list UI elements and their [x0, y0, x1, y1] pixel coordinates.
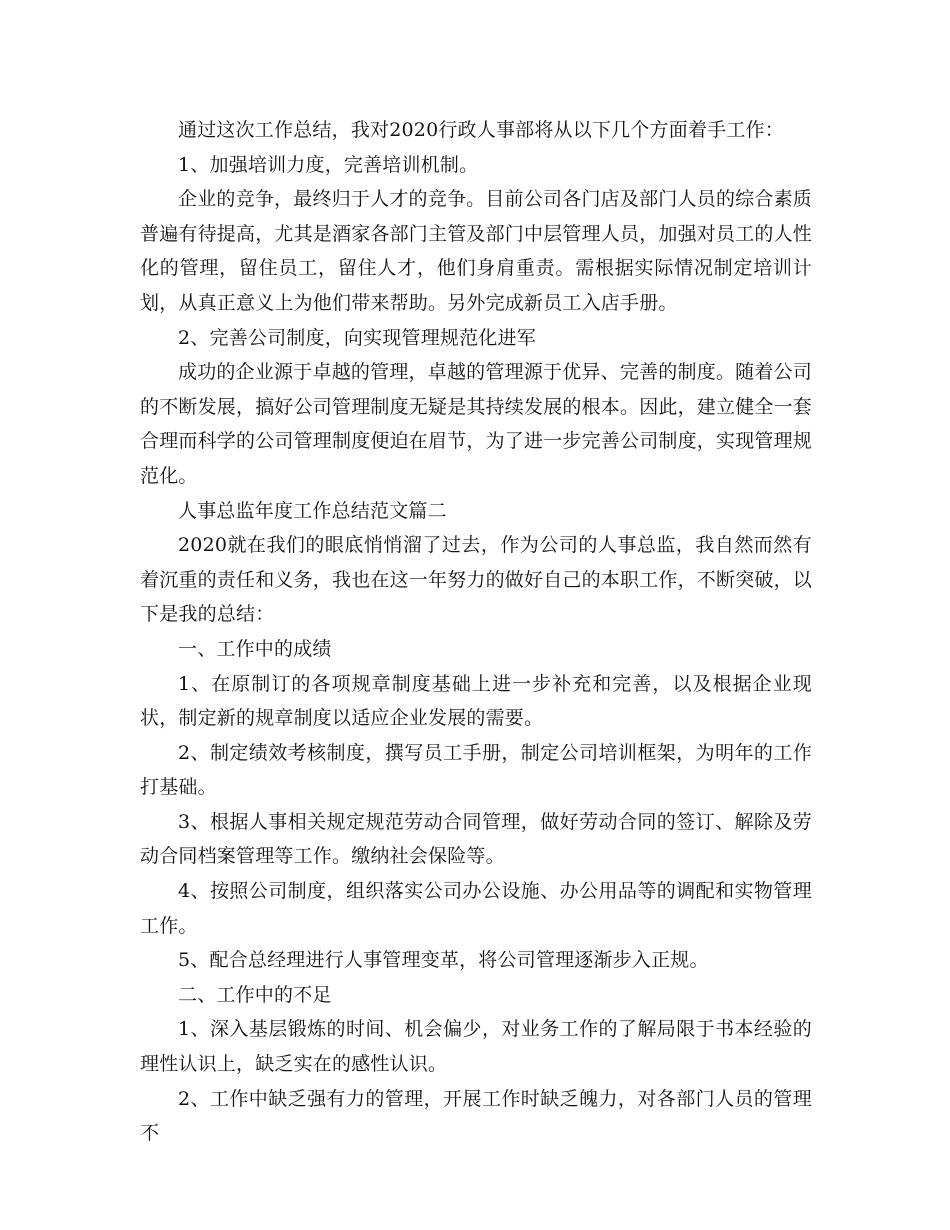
achievement-item-3: 3、根据人事相关规定规范劳动合同管理，做好劳动合同的签订、解除及劳动合同档案管理等工作。缴纳社会保险等。 [140, 810, 812, 868]
document-body [140, 113, 812, 1151]
paragraph-summary-intro: 2020就在我们的眼底悄悄溜了过去，作为公司的人事总监，我自然而然有着沉重的责任和义务，我也在这一年努力的做好自己的本职工作，不断突破，以下是我的总结： [140, 534, 813, 626]
heading-shortcomings: 二、工作中的不足 [178, 983, 332, 1006]
achievement-item-1: 1、在原制订的各项规章制度基础上进一步补充和完善，以及根据企业现状，制定新的规章制度以适应企业发展的需要。 [140, 672, 812, 730]
achievement-item-2: 2、制定绩效考核制度，撰写员工手册，制定公司培训框架，为明年的工作打基础。 [140, 741, 812, 799]
paragraph-item-system: 2、完善公司制度，向实现管理规范化进军 [178, 326, 536, 349]
section-heading-part-two: 人事总监年度工作总结范文篇二 [178, 499, 447, 522]
paragraph-training-detail: 企业的竞争，最终归于人才的竞争。目前公司各门店及部门人员的综合素质普遍有待提高，尤其是酒家各部门主管及部门中层管理人员，加强对员工的人性化的管理，留住员工，留住人才，他们身肩重责。需根据实际情况制定培训计划，从真正意义上为他们带来帮助。另外完成新员工入店手册。 [140, 188, 813, 314]
achievement-item-4: 4、按照公司制度，组织落实公司办公设施、办公用品等的调配和实物管理工作。 [140, 880, 812, 937]
paragraph-system-detail: 成功的企业源于卓越的管理，卓越的管理源于优异、完善的制度。随着公司的不断发展，搞好公司管理制度无疑是其持续发展的根本。因此，建立健全一套合理而科学的公司管理制度便迫在眉节，为了进一步完善公司制度，实现管理规范化。 [140, 361, 813, 487]
shortcoming-item-2: 2、工作中缺乏强有力的管理，开展工作时缺乏魄力，对各部门人员的管理不 [140, 1087, 812, 1145]
heading-achievements: 一、工作中的成绩 [178, 637, 332, 660]
achievement-item-5: 5、配合总经理进行人事管理变革，将公司管理逐渐步入正规。 [178, 949, 709, 972]
shortcoming-item-1: 1、深入基层锻炼的时间、机会偏少，对业务工作的了解局限于书本经验的理性认识上，缺乏实在的感性认识。 [140, 1018, 812, 1076]
paragraph-item-training: 1、加强培训力度，完善培训机制。 [178, 153, 479, 176]
paragraph-intro: 通过这次工作总结，我对2020行政人事部将从以下几个方面着手工作： [178, 119, 784, 141]
